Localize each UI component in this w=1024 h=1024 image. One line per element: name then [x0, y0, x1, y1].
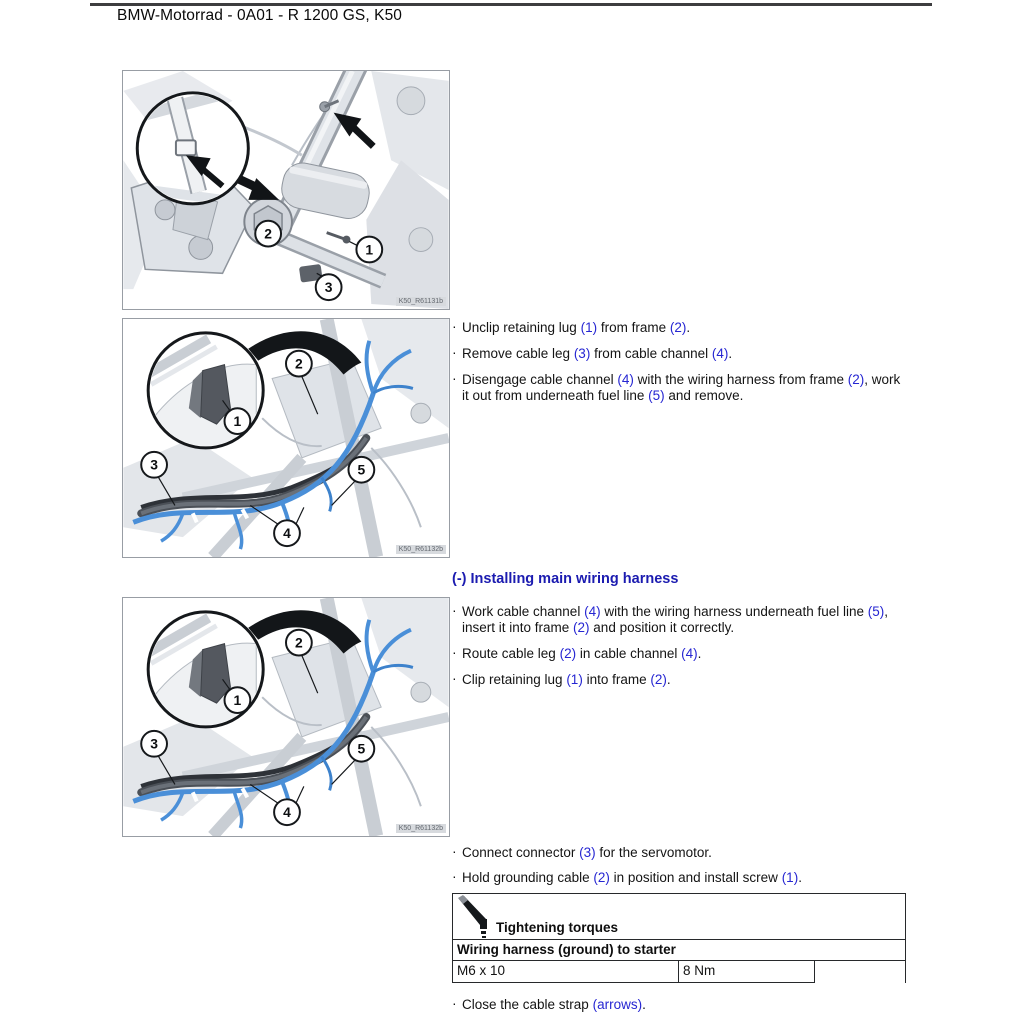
part-reference-link[interactable]: (2) — [669, 320, 687, 335]
step-text: with the wiring harness from frame — [633, 372, 848, 387]
step-content — [462, 845, 712, 860]
figure-starter-cable-overview — [122, 70, 450, 310]
step-text: . — [728, 346, 733, 361]
page-header-title: BMW-Motorrad - 0A01 - R 1200 GS, K50 — [117, 7, 403, 24]
technical-illustration — [123, 319, 449, 557]
closing-step — [452, 997, 908, 1023]
step-text: in position and install screw — [609, 870, 782, 885]
step-content — [462, 646, 701, 661]
part-reference-link[interactable]: (2) — [559, 645, 577, 661]
step-text: and position it correctly. — [589, 619, 735, 635]
step-content — [462, 870, 802, 885]
step-text: Disengage cable channel — [462, 372, 618, 387]
tightening-torques-table — [452, 893, 906, 983]
torque-table-section-row: Wiring harness (ground) to starter — [452, 940, 906, 961]
step-text: . — [642, 997, 646, 1012]
step-text: Clip retaining lug — [462, 671, 567, 687]
instruction-step — [452, 997, 908, 1013]
torque-table-data-row — [452, 961, 906, 983]
svg-text:1: 1 — [233, 413, 242, 430]
step-text: for the servomotor. — [595, 845, 712, 860]
part-reference-link[interactable]: (2) — [847, 372, 865, 387]
step-text: Connect connector — [462, 845, 580, 860]
step-text: in cable channel — [576, 645, 682, 661]
instruction-step — [452, 346, 908, 362]
svg-text:4: 4 — [283, 804, 291, 821]
svg-text:5: 5 — [357, 461, 366, 478]
part-reference-link[interactable]: (2) — [650, 671, 667, 687]
part-reference-link[interactable]: (5) — [867, 604, 885, 619]
header-rule — [90, 3, 932, 6]
step-text: . — [697, 645, 702, 661]
part-reference-link[interactable]: (4) — [681, 645, 698, 661]
part-reference-link[interactable]: (5) — [648, 387, 665, 403]
torque-table-title: Tightening torques — [496, 920, 618, 935]
bullet-marker: · — [452, 602, 457, 618]
step-text: , work it out from underneath fuel line — [462, 372, 901, 403]
section-heading-installing-harness: (-) Installing main wiring harness — [452, 571, 679, 587]
removal-steps-list — [452, 320, 908, 414]
torque-wrench-icon — [456, 895, 500, 939]
step-text: Remove cable leg — [462, 346, 574, 361]
part-reference-link[interactable]: (2) — [573, 619, 590, 635]
bullet-marker: · — [452, 370, 457, 386]
svg-text:5: 5 — [357, 740, 366, 757]
figure-harness-routing-removal — [122, 318, 450, 558]
step-text: Close the cable strap — [462, 997, 593, 1012]
part-reference-link[interactable]: (3) — [573, 346, 591, 361]
svg-text:1: 1 — [365, 241, 374, 258]
part-reference-link[interactable]: (1) — [580, 320, 598, 335]
bullet-marker: · — [452, 643, 457, 660]
instruction-step — [452, 643, 908, 662]
bullet-marker: · — [452, 669, 457, 686]
svg-text:2: 2 — [295, 634, 303, 651]
svg-text:3: 3 — [324, 279, 333, 296]
torque-item-cell: M6 x 10 — [452, 961, 678, 983]
torque-table-header — [452, 893, 906, 940]
bullet-marker: · — [452, 843, 457, 859]
step-content — [462, 604, 888, 635]
instruction-step — [452, 372, 908, 403]
step-text: . — [666, 671, 671, 687]
final-steps-list — [452, 845, 908, 896]
step-content — [462, 997, 646, 1012]
bullet-marker: · — [452, 318, 457, 334]
bullet-marker: · — [452, 868, 457, 884]
instruction-step — [452, 320, 908, 336]
callout-3 — [316, 273, 342, 300]
bullet-marker: · — [452, 995, 457, 1011]
figure-harness-routing-install — [122, 597, 450, 837]
part-reference-link[interactable]: (4) — [584, 604, 601, 619]
part-reference-link[interactable]: (2) — [593, 870, 610, 885]
step-text: with the wiring harness underneath fuel line — [600, 604, 868, 619]
part-reference-link[interactable]: (3) — [579, 845, 596, 860]
svg-text:3: 3 — [150, 735, 158, 752]
torque-value-cell: 8 Nm — [678, 961, 814, 983]
svg-text:1: 1 — [233, 692, 242, 709]
step-text: into frame — [582, 671, 651, 687]
figure-id-label: K50_R61131b — [396, 297, 446, 306]
part-reference-link[interactable]: (4) — [617, 372, 634, 387]
figure-id-label: K50_R61132b — [396, 545, 446, 554]
step-text: from frame — [597, 320, 670, 335]
svg-text:4: 4 — [283, 525, 291, 542]
instruction-step — [452, 870, 908, 886]
step-text: and remove. — [664, 387, 744, 403]
part-reference-link[interactable]: (1) — [781, 870, 799, 885]
step-content — [462, 346, 732, 361]
step-text: Work cable channel — [462, 604, 585, 619]
part-reference-link[interactable]: (1) — [566, 671, 583, 687]
install-section — [452, 571, 908, 698]
technical-illustration — [123, 71, 449, 309]
step-text: . — [798, 870, 802, 885]
figure-id-label: K50_R61132b — [396, 824, 446, 833]
step-text: Hold grounding cable — [462, 870, 594, 885]
step-text: Route cable leg — [462, 645, 560, 661]
part-reference-link[interactable]: (4) — [711, 346, 729, 361]
callout-2 — [255, 221, 281, 247]
instruction-step — [452, 604, 908, 635]
technical-illustration — [123, 598, 449, 836]
step-text: Unclip retaining lug — [462, 320, 581, 335]
instruction-step — [452, 845, 908, 861]
svg-text:2: 2 — [264, 225, 273, 242]
bullet-marker: · — [452, 344, 457, 360]
svg-text:3: 3 — [150, 456, 158, 473]
step-content — [462, 320, 690, 335]
callout-1 — [225, 408, 251, 434]
step-content — [462, 672, 671, 687]
step-text: , insert it into frame — [462, 604, 889, 635]
step-text: from cable channel — [590, 346, 712, 361]
instruction-step — [452, 669, 908, 688]
step-content — [462, 372, 900, 403]
step-text: . — [686, 320, 691, 335]
part-reference-link[interactable]: (arrows) — [592, 997, 643, 1012]
svg-text:2: 2 — [295, 355, 303, 372]
callout-1 — [225, 687, 251, 713]
torque-extra-cell — [814, 961, 906, 983]
